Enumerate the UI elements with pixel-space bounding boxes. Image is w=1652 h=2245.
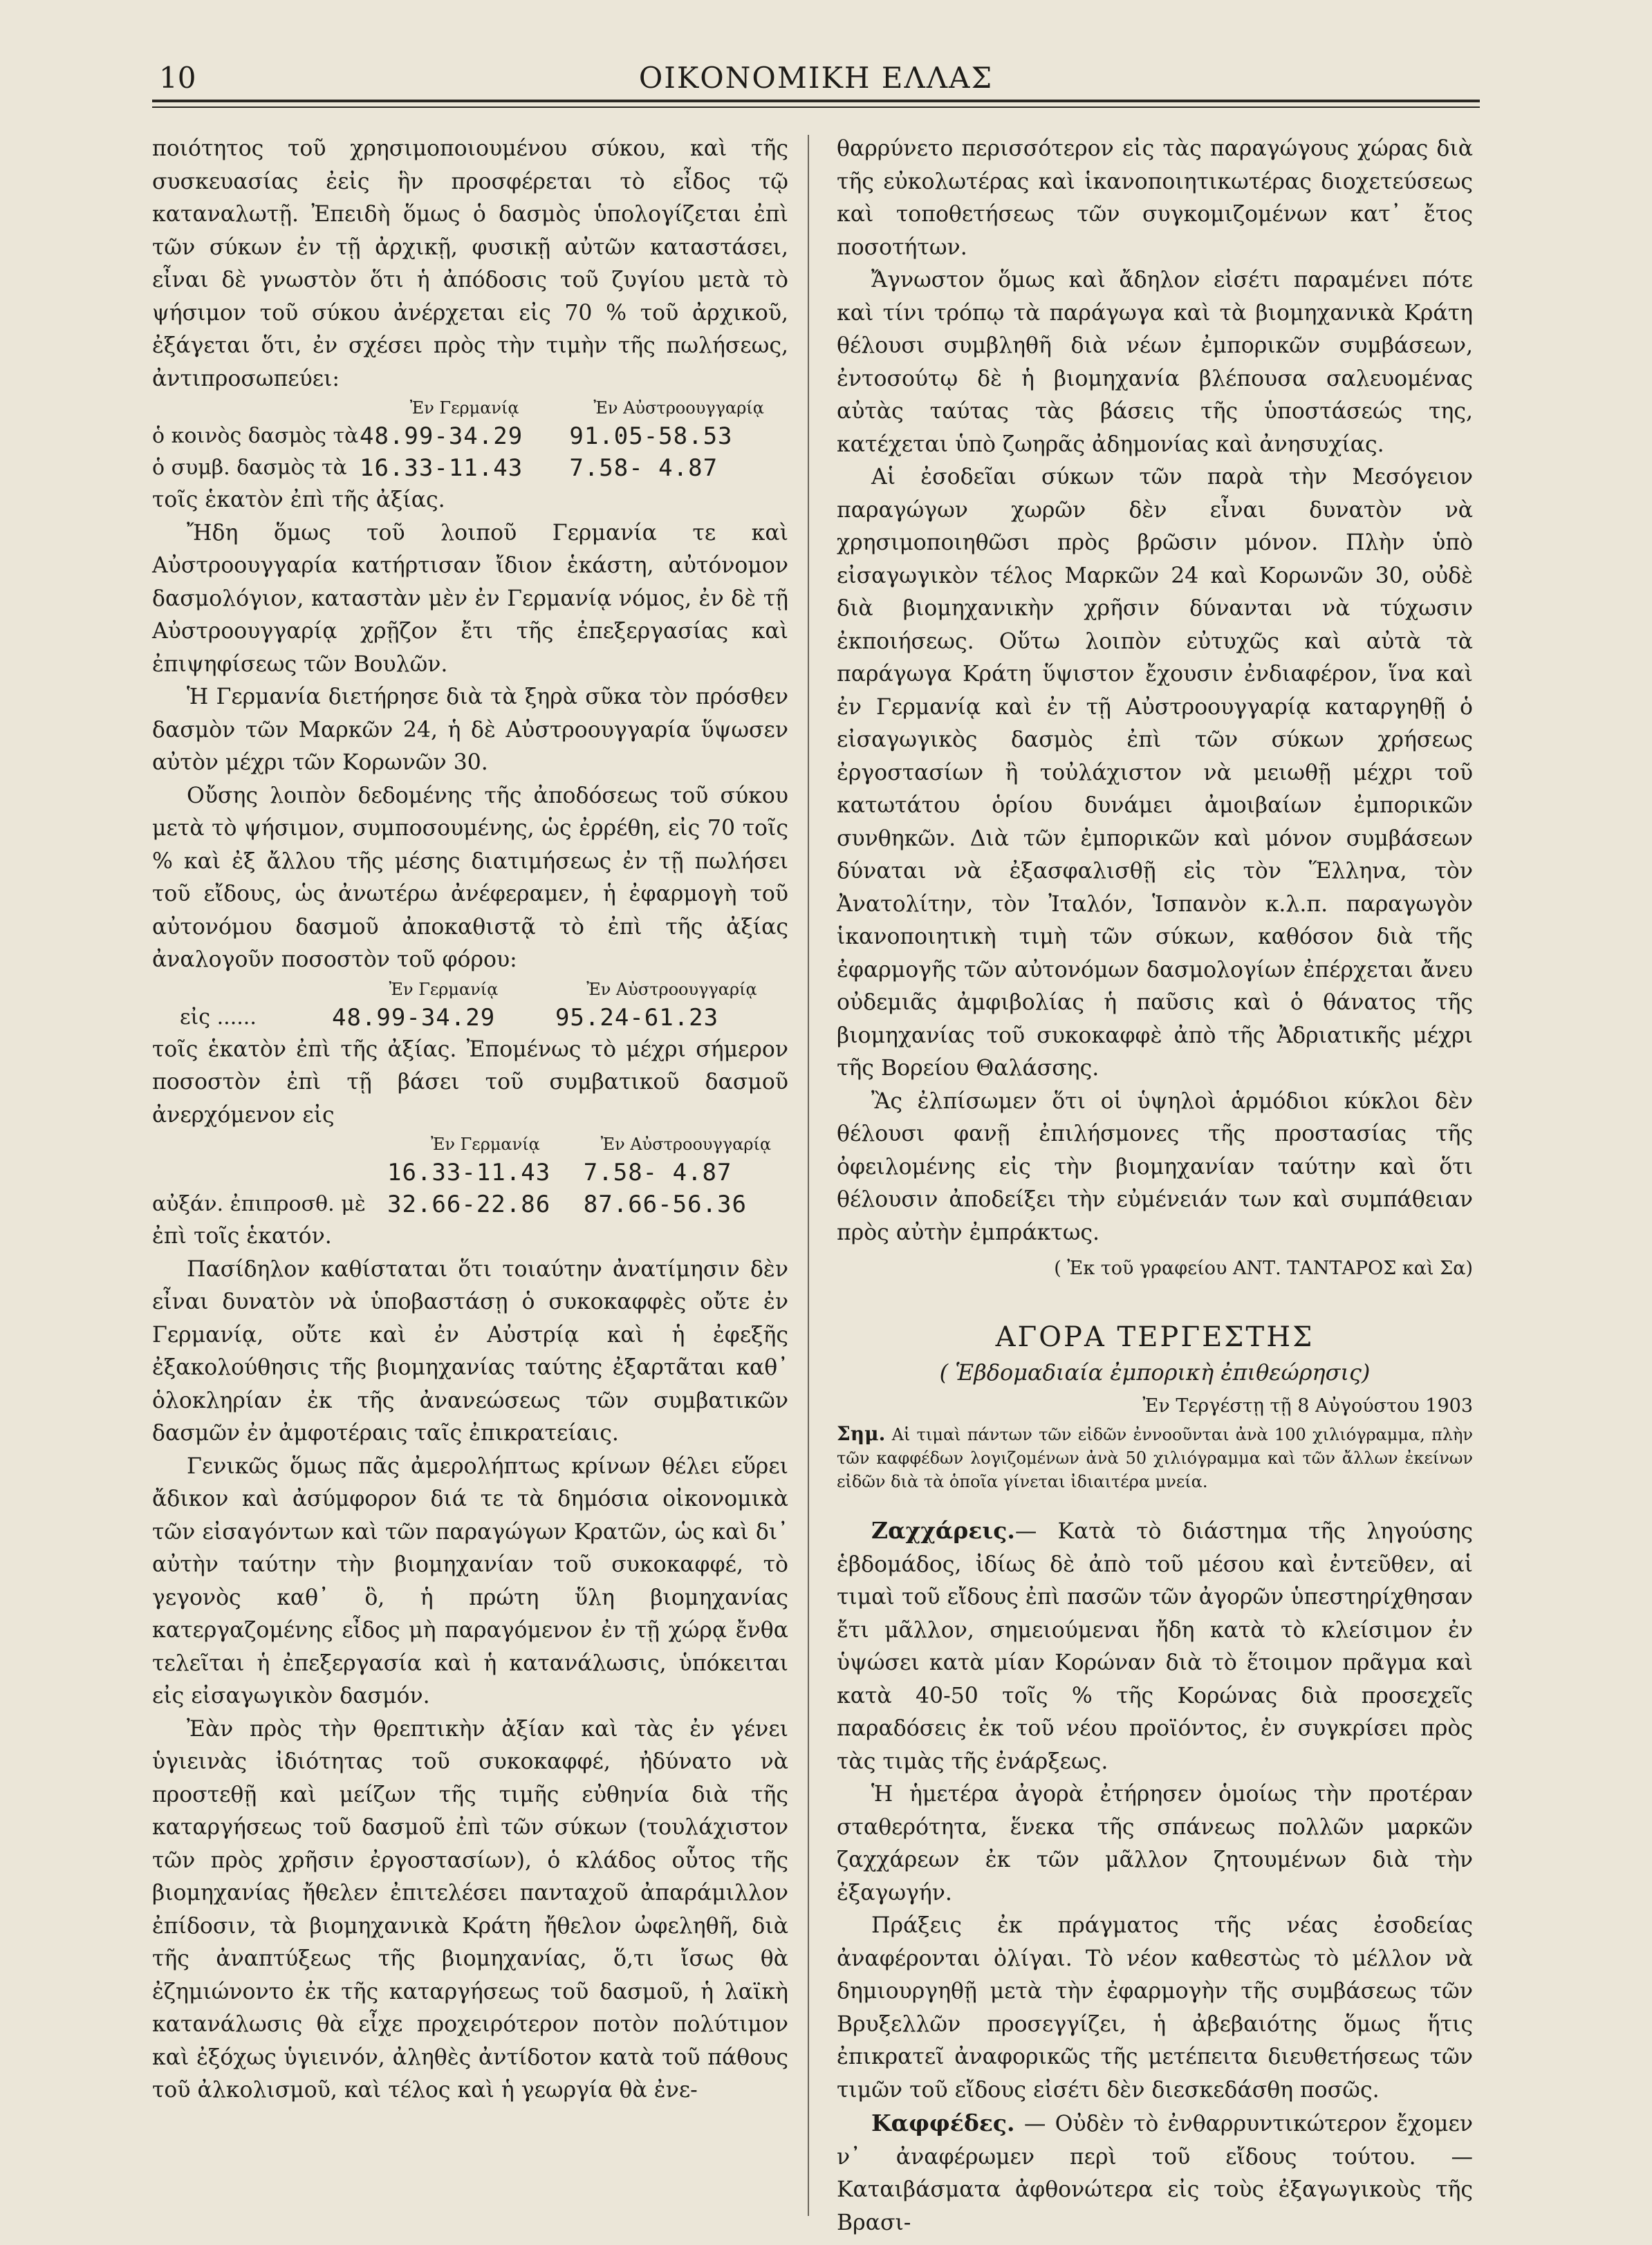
right-paragraph-sugar <box>837 1514 1473 1778</box>
right-paragraph-3: Αἱ ἐσοδεῖαι σύκων τῶν παρὰ τὴν Μεσόγειον παραγώγων χωρῶν δὲν εἶναι δυνατὸν νὰ χρησιμοποιηθῶσι πρὸς βρῶσιν μόνον. Πλὴν ὑπὸ εἰσαγωγικὸν τέλος Μαρκῶν 24 καὶ Κορωνῶν 30, οὐδὲ διὰ βιομηχανικὴν χρῆσιν δύνανται νὰ τύχωσιν ἐκποιήσεως. Οὕτω λοιπὸν εὐτυχῶς καὶ αὐτὰ τὰ παράγωγα Κράτη ὕψιστον ἔχουσιν ἐνδιαφέρον, ἵνα καὶ ἐν Γερμανίᾳ καὶ ἐν τῇ Αὐστροουγγαρίᾳ καταργηθῇ ὁ εἰσαγωγικὸς δασμὸς ἐπὶ τῶν σύκων χρήσεως ἐργοστασίων ἢ τοὐλάχιστον νὰ μειωθῇ μέχρι τοῦ κατωτάτου ὁρίου δυνάμει ἀμοιβαίων ἐμπορικῶν συνθηκῶν. Διὰ τῶν ἐμπορικῶν καὶ μόνον συμβάσεων δύναται νὰ ἐξασφαλισθῇ εἰς τὸν Ἕλληνα, τὸν Ἀνατολίτην, τὸν Ἰταλόν, Ἱσπανὸν κ.λ.π. παραγωγὸν ἱκανοποιητικὴ τιμὴ τῶν σύκων, καθόσον διὰ τῆς ἐφαρμογῆς τῶν αὐτονόμων δασμολογίων ἐπέρχεται ἄνευ οὐδεμιᾶς ἀμφιβολίας ἡ παῦσις καὶ ὁ θάνατος τῆς βιομηχανίας τοῦ συκοκαφφὲ ἀπὸ τῆς Ἀδριατικῆς μέχρι τῆς Βορείου Θαλάσσης. <box>837 465 1473 1081</box>
duty-table-1-row1-label: ὁ κοινὸς δασμὸς τὰ <box>152 424 359 448</box>
price-note-label: Σημ. <box>837 1422 886 1445</box>
table-row <box>152 1002 788 1034</box>
duty-table-3-row2-label: αὐξάν. ἐπιπροσθ. μὲ <box>152 1192 366 1216</box>
left-paragraph-1: ποιότητος τοῦ χρησιμοποιουμένου σύκου, καὶ τῆς συσκευασίας ἐεἰς ἣν προσφέρεται τὸ εἶδος τῷ καταναλωτῇ. Ἐπειδὴ ὅμως ὁ δασμὸς ὑπολογίζεται ἐπὶ τῶν σύκων ἐν τῇ ἀρχικῇ, φυσικῇ αὐτῶν καταστάσει, εἶναι δὲ γνωστὸν ὅτι ἡ ἀπόδοσις τοῦ ζυγίου μετὰ τὸ ψήσιμον τοῦ σύκου ἀνέρχεται εἰς 70 % τοῦ ἀρχικοῦ, ἐξάγεται ὅτι, ἐν σχέσει πρὸς τὴν τιμὴν τῆς πωλήσεως, ἀντιπροσωπεύει: <box>152 136 788 391</box>
duty-table-3-row1-austria: 7.58- 4.87 <box>583 1159 732 1186</box>
header-rule-thin <box>152 106 1480 108</box>
duty-table-1-footer: τοῖς ἑκατὸν ἐπὶ τῆς ἀξίας. <box>152 487 445 512</box>
duty-table-2-label: εἰς ...... <box>180 1005 257 1030</box>
left-paragraph-3: Ἡ Γερμανία διετήρησε διὰ τὰ ξηρὰ σῦκα τὸν πρόσθεν δασμὸν τῶν Μαρκῶν 24, ἡ δὲ Αὐστροουγγαρία ὕψωσεν αὐτὸν μέχρι τῶν Κορωνῶν 30. <box>152 684 788 775</box>
duty-table-3-row2-germany: 32.66-22.86 <box>387 1191 551 1218</box>
sugar-text: — Κατὰ τὸ διάστημα τῆς ληγούσης ἑβδομάδος, ἰδίως δὲ ἀπὸ τοῦ μέσου καὶ ἐντεῦθεν, αἱ τιμαὶ τοῦ εἴδους ἐπὶ πασῶν τῶν ἀγορῶν ὑπεστηρίχθησαν ἔτι μᾶλλον, σημειούμεναι ἤδη κατὰ τὸ κλείσιμον ἐν ὑψώσει κατὰ μίαν Κορώναν διὰ τὸ ἕτοιμον πρᾶγμα καὶ κατὰ 40-50 τοῖς % τῆς Κορώνας διὰ προσεχεῖς παραδόσεις ἐκ τοῦ νέου προϊόντος, ἐν συγκρίσει πρὸς τὰς τιμὰς τῆς ἐνάρξεως. <box>837 1519 1473 1774</box>
duty-table-1-row1-germany: 48.99-34.29 <box>360 422 523 450</box>
sugar-heading: Ζαχχάρεις. <box>871 1517 1015 1544</box>
duty-table-3-header-austria: Ἐν Αὐστροουγγαρίᾳ <box>600 1135 772 1154</box>
duty-table-2-germany: 48.99-34.29 <box>332 1003 496 1032</box>
left-column <box>152 133 788 2214</box>
duty-table-2-austria: 95.24-61.23 <box>555 1003 719 1032</box>
left-paragraph-7: Γενικῶς ὅμως πᾶς ἀμερολήπτως κρίνων θέλει εὕρει ἄδικον καὶ ἀσύμφορον διά τε τὰ δημόσια οἰκονομικὰ τῶν εἰσαγόντων καὶ τῶν παραγώγων Κρατῶν, ὡς καὶ δι᾽ αὐτὴν ταύτην τὴν βιομηχανίαν τοῦ συκοκαφφέ, τὸ γεγονὸς καθ᾽ ὃ, ἡ πρώτη ὕλη βιομηχανίας κατεργαζομένης εἶδος μὴ παραγόμενον ἐν τῇ χώρᾳ ἔνθα τελεῖται ἡ ἐπεξεργασία καὶ ἡ κατανάλωσις, ὑπόκειται εἰς εἰσαγωγικὸν δασμόν. <box>152 1453 788 1708</box>
section-title: ΑΓΟΡΑ ΤΕΡΓΕΣΤΗΣ <box>995 1321 1315 1353</box>
duty-table-3-footer: ἐπὶ τοῖς ἑκατόν. <box>152 1224 332 1249</box>
running-title: ΟΙΚΟΝΟΜΙΚΗ ΕΛΛΑΣ <box>638 61 994 95</box>
table-row <box>152 452 788 484</box>
duty-table-1-row1-austria: 91.05-58.53 <box>569 422 733 450</box>
right-paragraph-2: Ἄγνωστον ὅμως καὶ ἄδηλον εἰσέτι παραμένει πότε καὶ τίνι τρόπῳ τὰ παράγωγα καὶ τὰ βιομηχανικὰ Κράτη θέλουσι συμβληθῆ διὰ νέων ἐμπορικῶν συμβάσεων, ἐντοσούτῳ δὲ ἡ βιομηχανία βλέπουσα σαλευομένας αὐτὰς ταύτας τὰς βάσεις τῆς ὑποστάσεώς της, κατέχεται ὑπὸ ζωηρᾶς ἀδημονίας καὶ ἀνησυχίας. <box>837 268 1473 457</box>
table-row <box>152 420 788 452</box>
dateline: Ἐν Τεργέστῃ τῇ 8 Αὐγούστου 1903 <box>1142 1395 1473 1417</box>
table-row <box>152 1157 788 1189</box>
page-number: 10 <box>159 61 196 95</box>
price-note <box>837 1422 1473 1493</box>
right-column <box>837 133 1473 2235</box>
duty-table-3-header-germany: Ἐν Γερμανίᾳ <box>430 1135 540 1154</box>
column-divider <box>808 135 809 2216</box>
duty-table-1-header-germany: Ἐν Γερμανίᾳ <box>409 398 519 418</box>
duty-table-2-header-austria: Ἐν Αὐστροουγγαρίᾳ <box>586 979 757 999</box>
duty-table-3 <box>152 1132 788 1220</box>
coffee-text: — Οὐδὲν τὸ ἐνθαρρυντικώτερον ἔχομεν ν᾽ ἀναφέρωμεν περὶ τοῦ εἴδους τούτου. — Καταιβάσματα ἀφθονώτερα εἰς τοὺς ἐξαγωγικοὺς τῆς Βρασι- <box>837 2112 1473 2235</box>
coffee-heading: Καφφέδες. <box>871 2109 1015 2136</box>
left-paragraph-6: Πασίδηλον καθίσταται ὅτι τοιαύτην ἀνατίμησιν δὲν εἶναι δυνατὸν νὰ ὑποβαστάσῃ ὁ συκοκαφφὲς οὔτε ἐν Γερμανίᾳ, οὔτε καὶ ἐν Αὐστρίᾳ καὶ ἡ ἐφεξῆς ἐξακολούθησις τῆς βιομηχανίας ταύτης ἐξαρτᾶται καθ᾽ ὁλοκληρίαν ἐκ τῆς ἀνανεώσεως τῶν συμβατικῶν δασμῶν ἐν ἀμφοτέραις ταῖς ἐπικρατείαις. <box>152 1256 788 1446</box>
duty-table-1-header-austria: Ἐν Αὐστροουγγαρίᾳ <box>593 398 764 418</box>
right-paragraph-1: θαρρύνετο περισσότερον εἰς τὰς παραγώγους χώρας διὰ τῆς εὐκολωτέρας καὶ ἱκανοποιητικωτέρας διοχετεύσεως καὶ τοποθετήσεως τῶν συγκομιζομένων κατ᾽ ἔτος ποσοτήτων. <box>837 136 1473 260</box>
header-rule-thick <box>152 100 1480 102</box>
duty-table-3-row2-austria: 87.66-56.36 <box>583 1191 747 1218</box>
duty-table-2-header-germany: Ἐν Γερμανίᾳ <box>389 979 499 999</box>
duty-table-1-row2-austria: 7.58- 4.87 <box>569 454 718 482</box>
right-paragraph-6: Ἡ ἡμετέρα ἀγορὰ ἐτήρησεν ὁμοίως τὴν προτέραν σταθερότητα, ἕνεκα τῆς σπάνεως πολλῶν μαρκῶν ζαχχάρεων ἐκ τῶν μᾶλλον ζητουμένων διὰ τὴν ἐξαγωγήν. <box>837 1782 1473 1906</box>
duty-table-1-row2-germany: 16.33-11.43 <box>360 454 523 482</box>
right-paragraph-7: Πράξεις ἐκ πράγματος τῆς νέας ἐσοδείας ἀναφέρονται ὀλίγαι. Τὸ νέον καθεστὼς τὸ μέλλον νὰ δημιουργηθῇ μετὰ τὴν ἐφαρμογὴν τῆς συμβάσεως τῶν Βρυξελλῶν προσεγγίζει, ἡ ἀβεβαιότης ὅμως ἥτις ἐπικρατεῖ ἀναφορικῶς τῆς μετέπειτα διευθετήσεως τῶν τιμῶν τοῦ εἴδους εἰσέτι δὲν διεσκεδάσθη ποσῶς. <box>837 1913 1473 2103</box>
price-note-text: Αἱ τιμαὶ πάντων τῶν εἰδῶν ἐννοοῦνται ἀνὰ 100 χιλιόγραμμα, πλὴν τῶν καφφέδων λογιζομένων ἀνὰ 50 χιλιόγραμμα καὶ τῶν ἄλλων ἐκείνων εἰδῶν διὰ τὰ ὁποῖα γίνεται ἰδιαιτέρα μνεία. <box>837 1425 1473 1491</box>
right-paragraph-4: Ἂς ἐλπίσωμεν ὅτι οἱ ὑψηλοὶ ἁρμόδιοι κύκλοι δὲν θέλουσι φανῇ ἐπιλήσμονες τῆς προστασίας τῆς ὀφειλομένης εἰς τὴν βιομηχανίαν ταύτην καὶ ὅτι θέλουσιν ἀποδείξει τὴν εὐμένειάν των καὶ συμπάθειαν πρὸς αὐτὴν ἐμπράκτως. <box>837 1088 1473 1245</box>
article-credit: ( Ἐκ τοῦ γραφείου ΑΝΤ. ΤΑΝΤΑΡΟΣ καὶ Σα) <box>1054 1258 1473 1279</box>
duty-table-1-row2-label: ὁ συμβ. δασμὸς τὰ <box>152 456 347 480</box>
table-row <box>152 1189 788 1220</box>
left-paragraph-5: τοῖς ἑκατὸν ἐπὶ τῆς ἀξίας. Ἐπομένως τὸ μέχρι σήμερον ποσοστὸν ἐπὶ τῇ βάσει τοῦ συμβατικοῦ δασμοῦ ἀνερχόμενον εἰς <box>152 1036 788 1128</box>
left-paragraph-4: Οὔσης λοιπὸν δεδομένης τῆς ἀποδόσεως τοῦ σύκου μετὰ τὸ ψήσιμον, συμποσουμένης, ὡς ἐρρέθη, εἰς 70 τοῖς % καὶ ἐξ ἄλλου τῆς μέσης διατιμήσεως ἐν τῇ πωλήσει τοῦ εἴδους, ὡς ἀνωτέρω ἀνέφεραμεν, ἡ ἐφαρμογὴ τοῦ αὐτονόμου δασμοῦ ἀποκαθιστᾷ τὸ ἐπὶ τῆς ἀξίας ἀναλογοῦν ποσοστὸν τοῦ φόρου: <box>152 783 788 972</box>
section-subtitle: ( Ἑβδομαδιαία ἐμπορικὴ ἐπιθεώρησις) <box>939 1359 1371 1386</box>
right-paragraph-coffee <box>837 2107 1473 2239</box>
duty-table-3-row1-germany: 16.33-11.43 <box>387 1159 551 1186</box>
duty-table-2 <box>152 977 788 1034</box>
left-paragraph-2: Ἤδη ὅμως τοῦ λοιποῦ Γερμανία τε καὶ Αὐστροουγγαρία κατήρτισαν ἴδιον ἑκάστη, αὐτόνομον δασμολόγιον, καταστὰν μὲν ἐν Γερμανίᾳ νόμος, ἐν δὲ τῇ Αὐστροουγγαρίᾳ χρῇζον ἔτι τῆς ἐπεξεργασίας καὶ ἐπιψηφίσεως τῶν Βουλῶν. <box>152 520 788 677</box>
duty-table-1 <box>152 395 788 484</box>
page-header <box>152 57 1480 98</box>
left-paragraph-8: Ἐὰν πρὸς τὴν θρεπτικὴν ἀξίαν καὶ τὰς ἐν γένει ὑγιεινὰς ἰδιότητας τοῦ συκοκαφφέ, ἠδύνατο νὰ προστεθῇ καὶ μείζων τῆς τιμῆς εὐθηνία διὰ τῆς καταργήσεως τοῦ δασμοῦ ἐπὶ τῶν σύκων (τουλάχιστον τῶν πρὸς χρῆσιν ἐργοστασίων), ὁ κλάδος οὗτος τῆς βιομηχανίας ἤθελεν ἐπιτελέσει πανταχοῦ ἀπαράμιλλον ἐπίδοσιν, τὰ βιομηχανικὰ Κράτη ἤθελον ὠφεληθῆ, διὰ τῆς ἀναπτύξεως τῆς βιομηχανίας, ὅ,τι ἴσως θὰ ἐζημιώνοντο ἐκ τῆς καταργήσεως τοῦ δασμοῦ, ἡ λαϊκὴ κατανάλωσις θὰ εἶχε προχειρότερον ποτὸν πολύτιμον καὶ ἐξόχως ὑγιεινόν, ἀληθὲς ἀντίδοτον κατὰ τοῦ πάθους τοῦ ἀλκολισμοῦ, καὶ τέλος καὶ ἡ γεωργία θὰ ἐνε- <box>152 1716 788 2103</box>
